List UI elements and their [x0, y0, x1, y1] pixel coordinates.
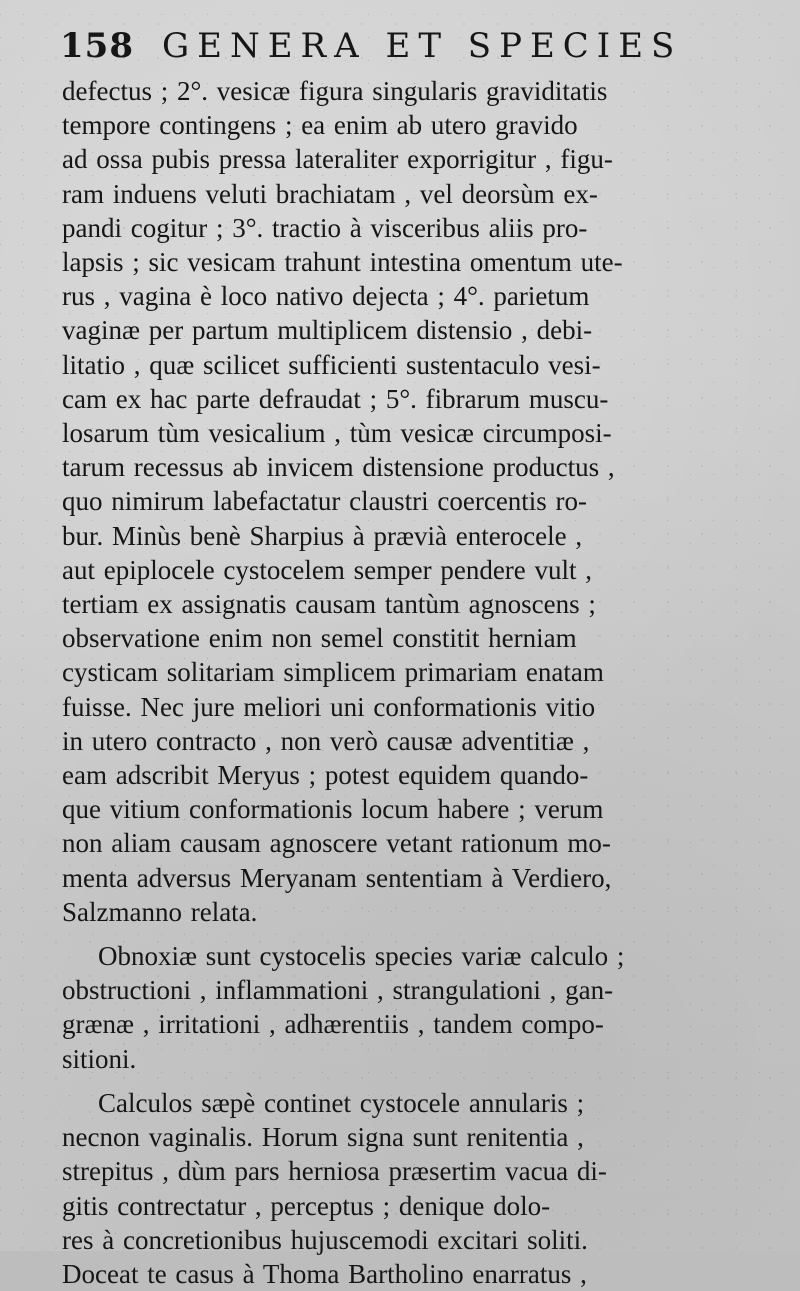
text-line: sitioni.	[62, 1043, 137, 1074]
text-line: cam ex hac parte defraudat ; 5°. fibrarum muscu-	[62, 383, 609, 414]
paragraph-gap	[62, 929, 702, 939]
text-line: aut epiplocele cystocelem semper pendere vult ,	[62, 554, 593, 585]
text-line: grænæ , irritationi , adhærentiis , tandem compo-	[62, 1009, 604, 1040]
text-line: losarum tùm vesicalium , tùm vesicæ circumposi-	[62, 418, 612, 449]
text-line: que vitium conformationis locum habere ; verum	[62, 794, 604, 825]
text-line: rus , vagina è loco nativo dejecta ; 4°. parietum	[62, 281, 590, 312]
text-line: defectus ; 2°. vesicæ figura singularis graviditatis	[62, 76, 608, 106]
text-line: Obnoxiæ sunt cystocelis species variæ calculo ;	[98, 941, 625, 972]
text-line: non aliam causam agnoscere vetant rationum mo-	[62, 828, 611, 859]
text-line: fuisse. Nec jure meliori uni conformationis vitio	[62, 691, 596, 722]
page-header	[60, 26, 682, 66]
text-line: cysticam solitariam simplicem primariam enatam	[62, 657, 604, 688]
text-line: Calculos sæpè continet cystocele annularis ;	[98, 1087, 585, 1118]
text-line: obstructioni , inflammationi , strangulationi , gan-	[62, 975, 614, 1006]
text-line: ram induens veluti brachiatam , vel deorsùm ex-	[62, 178, 598, 209]
paragraph-gap	[62, 1076, 702, 1086]
text-line: tempore contingens ; ea enim ab utero gravido	[62, 110, 578, 141]
text-line: quo nimirum labefactatur claustri coercentis ro-	[62, 486, 588, 517]
text-line: Doceat te casus à Thoma Bartholino enarratus ,	[62, 1258, 587, 1289]
body-text	[62, 74, 702, 1291]
text-line: res à concretionibus hujuscemodi excitari soliti.	[62, 1224, 588, 1255]
text-line: bur. Minùs benè Sharpius à prævià enterocele ,	[62, 520, 583, 551]
text-line: litatio , quæ scilicet sufficienti sustentaculo vesi-	[62, 349, 601, 380]
text-line: tarum recessus ab invicem distensione productus ,	[62, 452, 615, 483]
text-line: observatione enim non semel constitit herniam	[62, 623, 577, 654]
text-line: eam adscribit Meryus ; potest equidem quando-	[62, 760, 589, 791]
running-head: GENERA ET SPECIES	[161, 26, 683, 66]
paragraph-3	[62, 1086, 702, 1291]
text-line: Salzmanno relata.	[62, 896, 258, 927]
text-line: in utero contracto , non verò causæ adventitiæ ,	[62, 725, 590, 756]
text-line: tertiam ex assignatis causam tantùm agnoscens ;	[62, 589, 596, 620]
text-line: gitis contrectatur , perceptus ; denique dolo-	[62, 1190, 551, 1221]
text-line: pandi cogitur ; 3°. tractio à visceribus aliis pro-	[62, 212, 588, 243]
text-line: vaginæ per partum multiplicem distensio , debi-	[62, 315, 593, 346]
text-line: menta adversus Meryanam sententiam à Verdiero,	[62, 862, 612, 893]
text-line: necnon vaginalis. Horum signa sunt renitentia ,	[62, 1122, 584, 1153]
paragraph-2	[62, 939, 702, 1076]
text-line: lapsis ; sic vesicam trahunt intestina omentum ute-	[62, 247, 623, 278]
paragraph-1	[62, 74, 702, 929]
text-line: strepitus , dùm pars herniosa præsertim vacua di-	[62, 1156, 607, 1187]
page-number: 158	[60, 26, 134, 66]
text-line: ad ossa pubis pressa lateraliter exporrigitur , figu-	[62, 144, 613, 175]
